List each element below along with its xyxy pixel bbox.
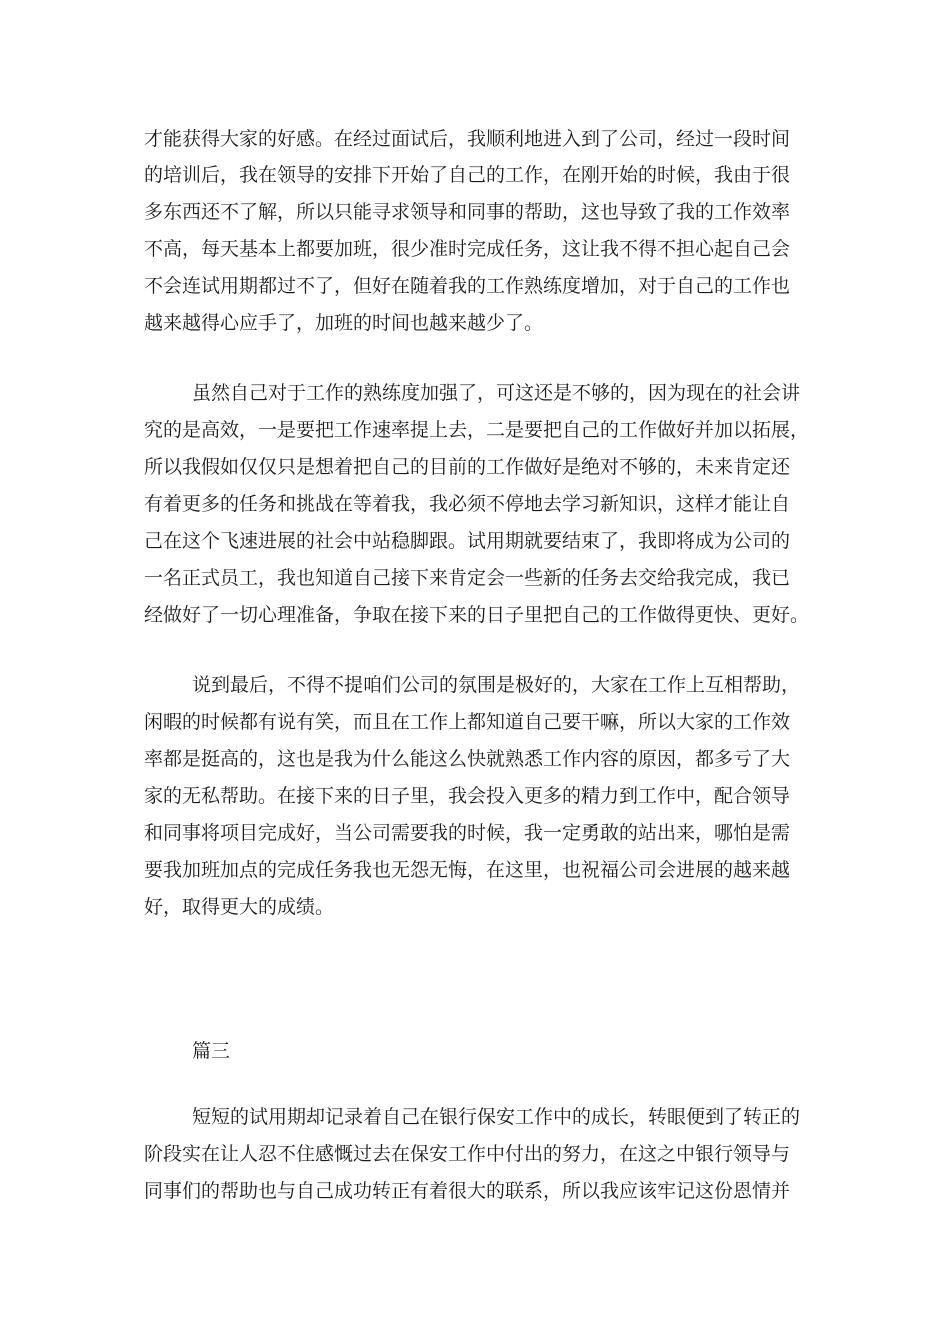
paragraph-line: 才能获得大家的好感。在经过面试后，我顺利地进入到了公司，经过一段时间	[144, 128, 791, 150]
paragraph-line: 不高，每天基本上都要加班，很少准时完成任务，这让我不得不担心起自己会	[144, 238, 791, 260]
paragraph-line: 闲暇的时候都有说有笑，而且在工作上都知道自己要干嘛，所以大家的工作效	[144, 711, 791, 733]
paragraph-line: 要我加班加点的完成任务我也无怨无悔，在这里，也祝福公司会进展的越来越	[144, 859, 791, 881]
paragraph-line: 一名正式员工，我也知道自己接下来肯定会一些新的任务去交给我完成，我已	[144, 567, 791, 589]
paragraph-line: 有着更多的任务和挑战在等着我，我必须不停地去学习新知识，这样才能让自	[144, 493, 791, 515]
paragraph-line: 的培训后，我在领导的安排下开始了自己的工作，在刚开始的时候，我由于很	[144, 164, 791, 186]
paragraph-line: 短短的试用期却记录着自己在银行保安工作中的成长，转眼便到了转正的	[192, 1106, 801, 1128]
paragraph-line: 多东西还不了解，所以只能寻求领导和同事的帮助，这也导致了我的工作效率	[144, 201, 791, 223]
paragraph-line: 所以我假如仅仅只是想着把自己的目前的工作做好是绝对不够的，未来肯定还	[144, 456, 791, 478]
paragraph-line: 究的是高效，一是要把工作速率提上去，二是要把自己的工作做好并加以拓展，	[144, 419, 810, 441]
paragraph-line: 家的无私帮助。在接下来的日子里，我会投入更多的精力到工作中，配合领导	[144, 785, 791, 807]
paragraph-line: 己在这个飞速进展的社会中站稳脚跟。试用期就要结束了，我即将成为公司的	[144, 530, 791, 552]
paragraph-line: 虽然自己对于工作的熟练度加强了，可这还是不够的，因为现在的社会讲	[192, 382, 801, 404]
paragraph-line: 同事们的帮助也与自己成功转正有着很大的联系，所以我应该牢记这份恩情并	[144, 1180, 791, 1202]
paragraph-line: 经做好了一切心理准备，争取在接下来的日子里把自己的工作做得更快、更好。	[144, 604, 810, 626]
paragraph-line: 越来越得心应手了，加班的时间也越来越少了。	[144, 312, 544, 334]
paragraph-line: 说到最后，不得不提咱们公司的氛围是极好的，大家在工作上互相帮助，	[192, 674, 801, 696]
section-heading: 篇三	[192, 1040, 231, 1062]
paragraph-line: 和同事将项目完成好，当公司需要我的时候，我一定勇敢的站出来，哪怕是需	[144, 822, 791, 844]
paragraph-line: 率都是挺高的，这也是我为什么能这么快就熟悉工作内容的原因，都多亏了大	[144, 748, 791, 770]
paragraph-line: 不会连试用期都过不了，但好在随着我的工作熟练度增加，对于自己的工作也	[144, 275, 791, 297]
paragraph-line: 阶段实在让人忍不住感慨过去在保安工作中付出的努力，在这之中银行领导与	[144, 1143, 791, 1165]
paragraph-line: 好，取得更大的成绩。	[144, 896, 335, 918]
